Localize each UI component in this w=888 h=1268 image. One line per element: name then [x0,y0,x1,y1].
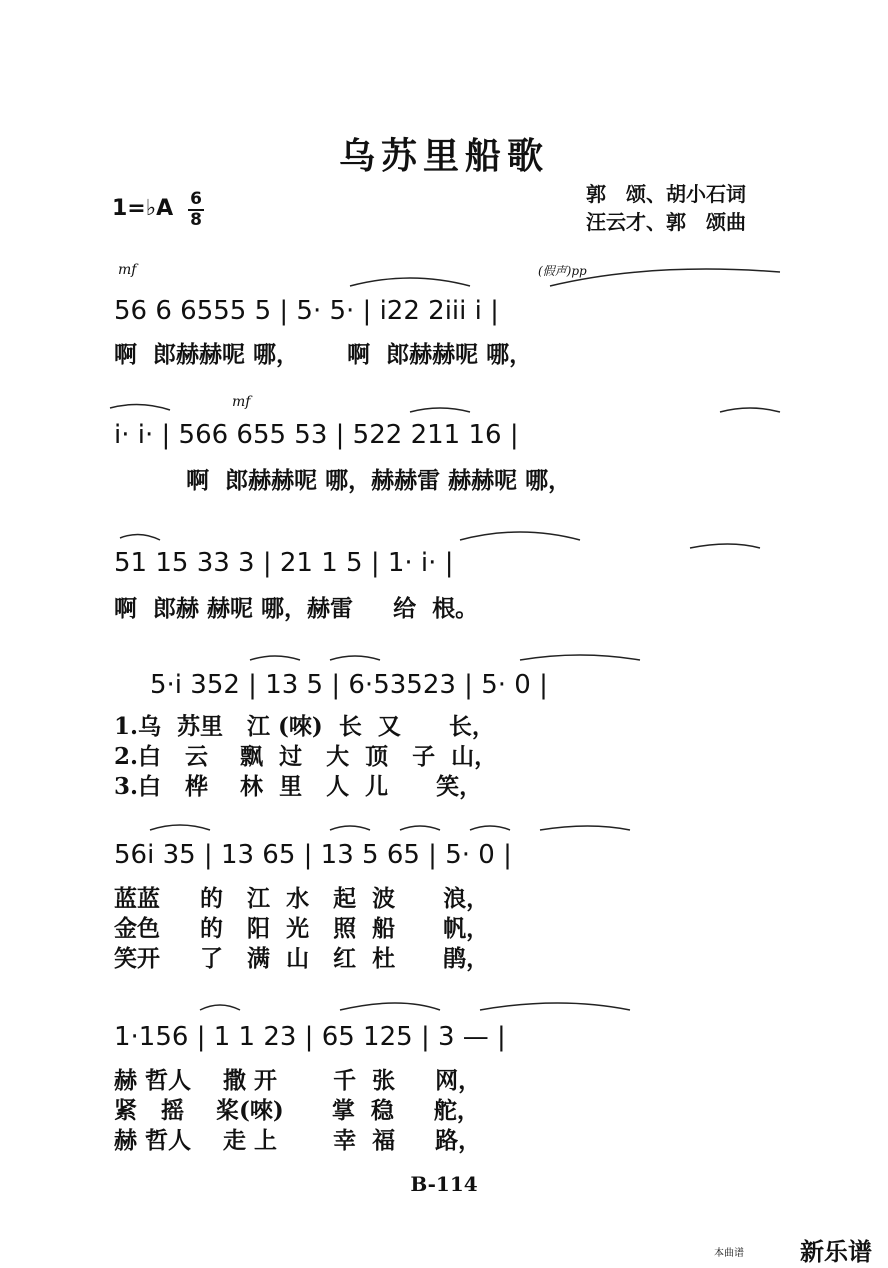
notation-line-2: i· i· | 566 655 53 | 522 211 16 | [114,420,519,450]
slur-6 [120,534,160,540]
key-signature: 1=♭A [112,196,174,221]
meter-top: 6 [190,189,202,209]
slur-12 [150,825,210,830]
watermark-brand: 新乐谱 [800,1238,872,1266]
notation-line-3: 51 15 33 3 | 21 1 5 | 1· i· | [114,548,454,578]
slur-18 [340,1003,440,1010]
slur-17 [200,1005,240,1010]
lyric-line-3: 啊 郎赫 赫呢 哪，赫雷 给 根。 [114,595,479,622]
lyric-line-1: 啊 郎赫赫呢 哪， 啊 郎赫赫呢 哪， [114,341,533,368]
song-title: 乌苏里船歌 [338,135,549,177]
notation-line-4: 5·i 352 | 13 5 | 6·53523 | 5· 0 | [150,670,548,700]
slur-2 [550,269,780,286]
lyric-line-4-verse-1: 1.乌 苏里 江 (唻) 长 又 长， [114,713,495,740]
composers: 汪云才、郭 颂曲 [586,210,746,234]
slur-15 [470,826,510,830]
slur-11 [520,655,640,660]
slur-4 [410,408,470,412]
meter-bottom: 8 [190,210,202,230]
slur-9 [250,656,300,660]
slur-8 [690,544,760,548]
lyric-line-6-verse-2: 紧 摇 桨(唻) 掌 稳 舵， [114,1097,480,1124]
slur-13 [330,826,370,830]
lyric-line-4-verse-2: 2.白 云 飘 过 大 顶 子 山， [114,743,498,770]
page-number: B-114 [410,1172,478,1196]
lyric-line-5-verse-2: 金色 的 阳 光 照 船 帆， [114,915,490,942]
lyric-line-6-verse-3: 赫 哲人 走 上 幸 福 路， [114,1127,482,1154]
notation-line-6: 1·156 | 1 1 23 | 65 125 | 3 — | [114,1022,506,1052]
slur-1 [350,278,470,286]
lyricists: 郭 颂、胡小石词 [586,182,746,206]
lyric-line-5-verse-1: 蓝蓝 的 江 水 起 波 浪， [114,885,490,912]
dynamic-falsetto: (假声)pp [538,264,587,278]
watermark-caption: 本曲谱 [714,1248,744,1259]
notation-line-5: 56i 35 | 13 65 | 13 5 65 | 5· 0 | [114,840,512,870]
slur-7 [460,532,580,540]
slur-3 [110,404,170,410]
notation-line-1: 56 6 6555 5 | 5· 5· | i22 2iii i | [114,296,499,326]
lyric-line-4-verse-3: 3.白 桦 林 里 人 儿 笑， [114,773,483,800]
slur-10 [330,656,380,660]
lyric-line-5-verse-3: 笑开 了 满 山 红 杜 鹃， [114,945,490,972]
slur-19 [480,1003,630,1010]
slur-14 [400,826,440,830]
lyric-line-2: 啊 郎赫赫呢 哪，赫赫雷 赫赫呢 哪， [114,467,572,494]
dynamic-mf-2: mf [232,394,251,410]
slur-5 [720,408,780,412]
lyric-line-6-verse-1: 赫 哲人 撒 开 千 张 网， [114,1067,482,1094]
slur-16 [540,826,630,830]
dynamic-mf-1: mf [118,262,137,278]
